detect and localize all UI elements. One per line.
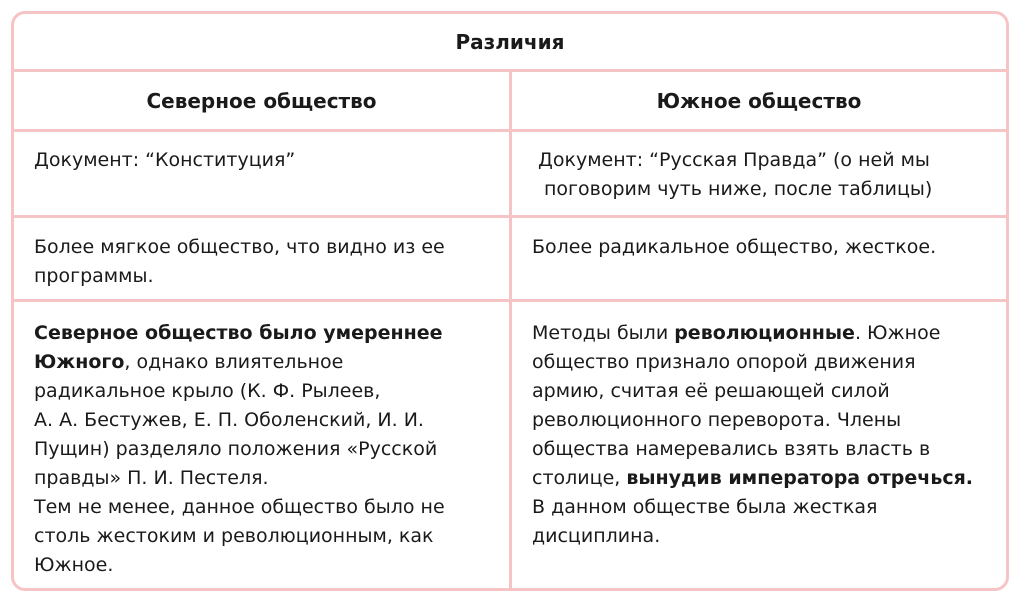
cell-text-bold: Южного [34, 351, 125, 373]
cell-north-document [14, 132, 512, 215]
cell-text: армию, считая её решающей силой [532, 380, 890, 402]
column-header-north: Северное общество [14, 72, 512, 129]
cell-text-line [532, 464, 988, 493]
column-header-row [14, 72, 1006, 132]
column-header-south: Южное общество [656, 88, 862, 113]
cell-north-methods [14, 302, 512, 588]
table-row-document [14, 132, 1006, 218]
cell-text: Тем не менее, данное общество было не [34, 496, 445, 518]
cell-text: общество признало опорой движения [532, 351, 916, 373]
cell-text: Документ: “Русская Правда” (о ней мы [538, 149, 930, 171]
table-row-methods [14, 302, 1006, 588]
cell-text: . Южное [854, 322, 941, 344]
cell-text: дисциплина. [532, 525, 661, 547]
table-row-character [14, 218, 1006, 302]
cell-south-document [512, 132, 1006, 215]
cell-north-character [14, 218, 512, 299]
cell-text: В данном обществе была жесткая [532, 496, 878, 518]
cell-text: Южное. [34, 554, 114, 576]
cell-text: поговорим чуть ниже, после таблицы) [544, 178, 933, 200]
table-title-row [14, 14, 1006, 72]
cell-text: , однако влиятельное [124, 351, 344, 373]
cell-text: столь жестоким и революционным, как [34, 525, 434, 547]
cell-text: Методы были [532, 322, 675, 344]
cell-text-bold: революционные [674, 322, 855, 344]
table-title: Различия [455, 29, 565, 54]
cell-text: революционного переворота. Члены [532, 409, 902, 431]
cell-text: программы. [34, 265, 154, 287]
cell-text: столице, [532, 467, 627, 489]
cell-text: общества намеревались взять власть в [532, 438, 931, 460]
cell-text-line [34, 348, 491, 377]
cell-text-bold: вынудив императора отречься. [626, 467, 974, 489]
cell-south-character [512, 218, 1006, 299]
cell-text: Более радикальное общество, жесткое. [532, 236, 937, 258]
cell-south-methods [512, 302, 1006, 588]
cell-text: Пущин) разделяло положения «Русской [34, 438, 438, 460]
cell-text-bold: Северное общество было умереннее [34, 322, 443, 344]
cell-text: А. А. Бестужев, Е. П. Оболенский, И. И. [34, 409, 424, 431]
cell-text: правды» П. И. Пестеля. [34, 467, 269, 489]
cell-text: радикальное крыло (К. Ф. Рылеев, [34, 380, 381, 402]
comparison-table [11, 11, 1009, 591]
cell-text: Более мягкое общество, что видно из ее [34, 236, 445, 258]
cell-text-line [532, 319, 988, 348]
cell-text: Документ: “Конституция” [34, 149, 296, 171]
